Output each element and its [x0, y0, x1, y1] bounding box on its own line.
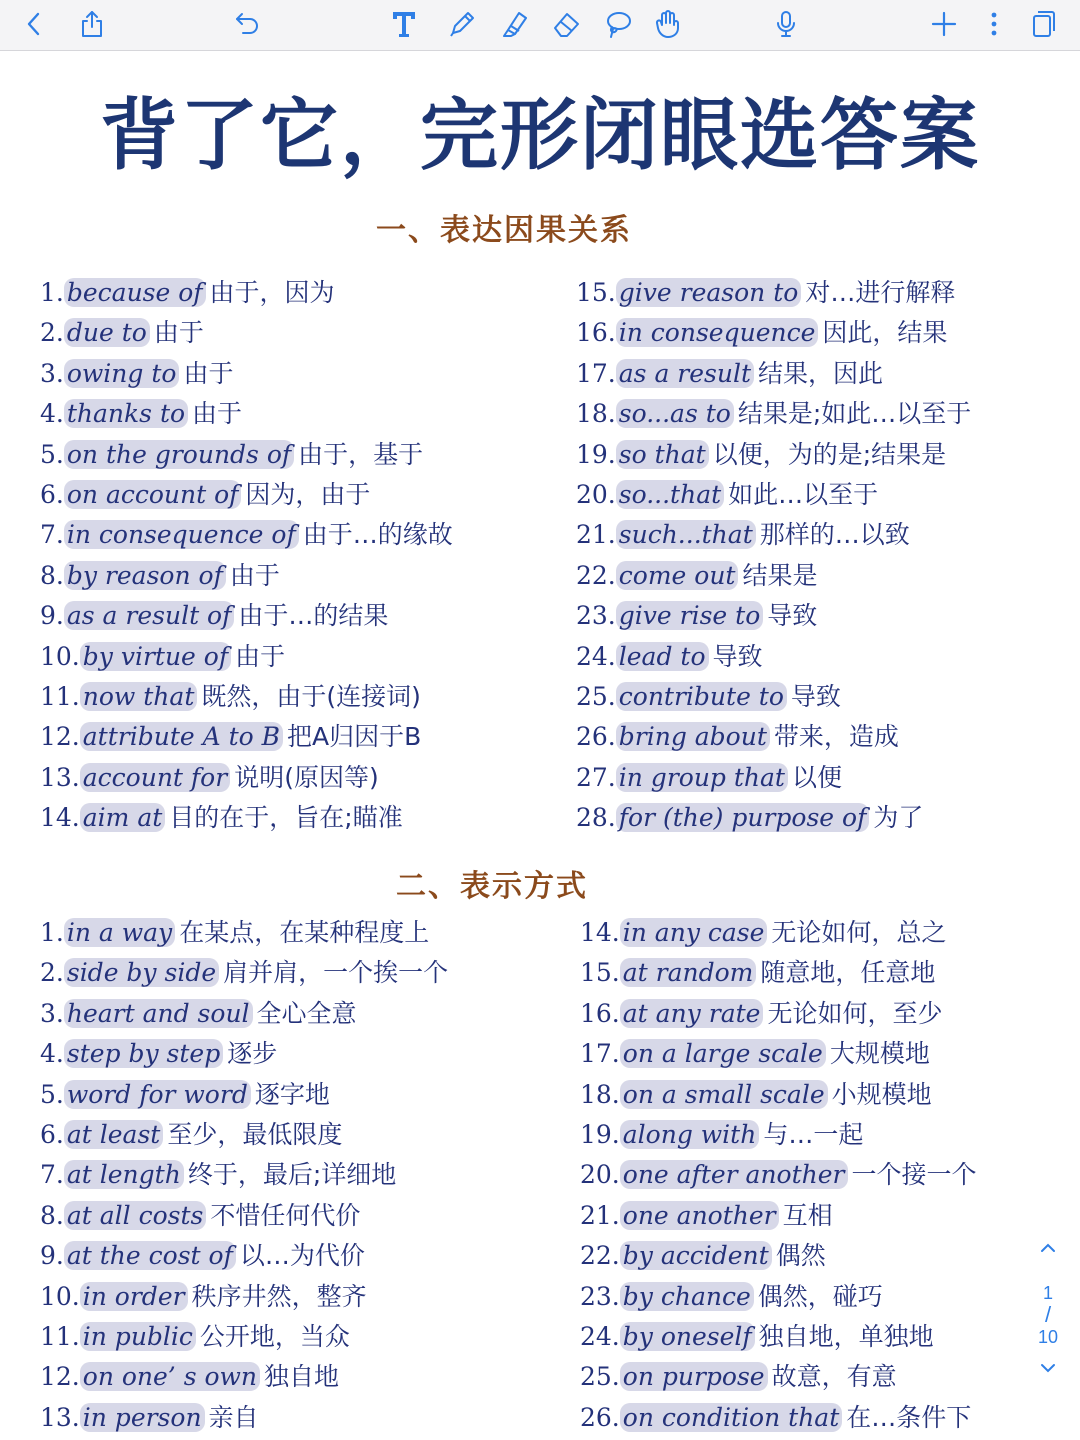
english-phrase: on account of	[64, 480, 242, 509]
chinese-meaning: 由于	[153, 318, 204, 348]
phrase-item	[580, 1196, 977, 1236]
english-phrase: attribute A to B	[80, 722, 283, 751]
english-phrase: by oneself	[620, 1322, 755, 1351]
phrase-item	[580, 1398, 977, 1438]
phrase-item	[40, 677, 453, 717]
english-phrase: on purpose	[620, 1362, 768, 1391]
chinese-meaning: 一个接一个	[851, 1160, 977, 1190]
english-phrase: word for word	[64, 1080, 251, 1109]
chinese-meaning: 为了	[873, 803, 924, 833]
item-number: 4.	[40, 1039, 64, 1069]
item-number: 21.	[576, 520, 616, 550]
phrase-item	[580, 1115, 977, 1155]
phrase-item	[40, 953, 448, 993]
english-phrase: on the grounds of	[64, 440, 294, 469]
item-number: 25.	[576, 681, 616, 711]
chinese-meaning: 对…进行解释	[805, 278, 956, 307]
phrase-item	[40, 1236, 448, 1276]
english-phrase: as a result	[616, 359, 754, 388]
phrase-item	[576, 273, 971, 313]
add-icon[interactable]	[924, 6, 964, 42]
chinese-meaning: 结果，因此	[758, 358, 884, 388]
section-heading-cause: 一、表达因果关系	[376, 213, 632, 248]
chinese-meaning: 大规模地	[829, 1039, 930, 1069]
phrase-item	[40, 1075, 448, 1115]
english-phrase: by accident	[620, 1241, 772, 1270]
chinese-meaning: 结果是;如此…以至于	[737, 399, 972, 429]
chinese-meaning: 在…条件下	[846, 1402, 972, 1432]
chinese-meaning: 导致	[767, 601, 818, 631]
item-number: 12.	[40, 722, 80, 752]
more-icon[interactable]	[974, 6, 1014, 42]
item-number: 6.	[40, 1119, 64, 1149]
english-phrase: so that	[616, 440, 709, 469]
english-phrase: for (the) purpose of	[616, 803, 870, 832]
phrase-item	[40, 313, 453, 353]
chinese-meaning: 公开地，当众	[199, 1321, 350, 1351]
english-phrase: by virtue of	[80, 642, 231, 671]
english-phrase: owing to	[64, 359, 180, 388]
item-number: 11.	[40, 1321, 80, 1351]
english-phrase: on a small scale	[620, 1080, 828, 1109]
item-number: 28.	[576, 803, 616, 833]
phrase-item	[40, 1357, 448, 1397]
hand-icon[interactable]	[648, 6, 688, 42]
item-number: 26.	[580, 1402, 620, 1432]
english-phrase: aim at	[80, 803, 166, 832]
item-number: 2.	[40, 318, 64, 348]
phrase-item	[40, 273, 453, 313]
phrase-item	[576, 556, 971, 596]
chinese-meaning: 因此，结果	[822, 318, 948, 348]
chinese-meaning: 以便，为的是;结果是	[712, 439, 947, 469]
chinese-meaning: 如此…以至于	[728, 479, 879, 509]
item-number: 26.	[576, 722, 616, 752]
phrase-item	[580, 1277, 977, 1317]
english-phrase: at all costs	[64, 1201, 207, 1230]
english-phrase: bring about	[616, 722, 770, 751]
manner-list-left	[40, 913, 448, 1438]
phrase-item	[576, 637, 971, 677]
chevron-up-icon[interactable]	[1038, 1238, 1058, 1258]
item-number: 2.	[40, 958, 64, 988]
english-phrase: lead to	[616, 642, 709, 671]
pen-icon[interactable]	[442, 6, 482, 42]
english-phrase: as a result of	[64, 601, 235, 630]
toolbar	[0, 0, 1080, 51]
item-number: 23.	[576, 601, 616, 631]
item-number: 24.	[576, 641, 616, 671]
phrase-item	[40, 637, 453, 677]
english-phrase: at random	[620, 958, 757, 987]
item-number: 20.	[580, 1160, 620, 1190]
item-number: 10.	[40, 1281, 80, 1311]
pages-icon[interactable]	[1024, 6, 1064, 42]
english-phrase: at any rate	[620, 999, 764, 1028]
phrase-item	[40, 1034, 448, 1074]
microphone-icon[interactable]	[766, 6, 806, 42]
item-number: 27.	[576, 762, 616, 792]
chinese-meaning: 由于	[229, 560, 280, 590]
english-phrase: now that	[80, 682, 198, 711]
chinese-meaning: 带来，造成	[773, 722, 899, 752]
phrase-item	[40, 1277, 448, 1317]
current-page: 1	[1042, 1283, 1053, 1303]
phrase-item	[40, 475, 453, 515]
item-number: 5.	[40, 1079, 64, 1109]
phrase-item	[576, 758, 971, 798]
item-number: 5.	[40, 439, 64, 469]
chinese-meaning: 随意地，任意地	[760, 958, 936, 988]
phrase-item	[576, 394, 971, 434]
item-number: 18.	[576, 399, 616, 429]
chinese-meaning: 由于	[235, 641, 286, 671]
english-phrase: in consequence of	[64, 520, 299, 549]
note-page	[0, 51, 1080, 1440]
item-number: 17.	[576, 358, 616, 388]
chinese-meaning: 结果是	[742, 560, 818, 590]
chinese-meaning: 那样的…以致	[759, 520, 910, 550]
chinese-meaning: 把A归因于B	[287, 722, 422, 752]
english-phrase: in person	[80, 1403, 205, 1432]
lasso-icon[interactable]	[598, 6, 638, 42]
phrase-item	[40, 354, 453, 394]
item-number: 14.	[580, 918, 620, 947]
undo-icon[interactable]	[228, 6, 268, 42]
phrase-item	[576, 717, 971, 757]
cause-list-left	[40, 273, 453, 838]
item-number: 19.	[580, 1119, 620, 1149]
chinese-meaning: 由于	[183, 358, 234, 388]
item-number: 10.	[40, 641, 80, 671]
english-phrase: contribute to	[616, 682, 787, 711]
section-heading-manner: 二、表示方式	[396, 869, 588, 904]
item-number: 16.	[576, 318, 616, 348]
item-number: 12.	[40, 1362, 80, 1392]
page-separator: /	[1044, 1302, 1052, 1327]
chinese-meaning: 因为，由于	[245, 479, 371, 509]
english-phrase: by chance	[620, 1282, 754, 1311]
phrase-item	[40, 515, 453, 555]
chinese-meaning: 终于，最后;详细地	[187, 1160, 397, 1190]
phrase-item	[40, 596, 453, 636]
phrase-item	[40, 394, 453, 434]
chinese-meaning: 说明(原因等)	[234, 762, 379, 792]
phrase-item	[40, 717, 453, 757]
chinese-meaning: 在某点，在某种程度上	[179, 918, 430, 947]
chinese-meaning: 秩序井然，整齐	[191, 1281, 367, 1311]
english-phrase: at the cost of	[64, 1241, 236, 1270]
item-number: 17.	[580, 1039, 620, 1069]
phrase-item	[580, 1034, 977, 1074]
phrase-item	[580, 953, 977, 993]
item-number: 24.	[580, 1321, 620, 1351]
phrase-item	[576, 515, 971, 555]
item-number: 3.	[40, 358, 64, 388]
item-number: 6.	[40, 479, 64, 509]
item-number: 8.	[40, 560, 64, 590]
chinese-meaning: 全心全意	[256, 998, 357, 1028]
english-phrase: come out	[616, 561, 739, 590]
item-number: 14.	[40, 803, 80, 833]
cause-list-right	[576, 273, 971, 838]
chinese-meaning: 独自地	[264, 1362, 340, 1392]
phrase-item	[40, 1196, 448, 1236]
phrase-item	[40, 1115, 448, 1155]
item-number: 23.	[580, 1281, 620, 1311]
english-phrase: in consequence	[616, 318, 819, 347]
chinese-meaning: 独自地，单独地	[758, 1321, 934, 1351]
item-number: 7.	[40, 1160, 64, 1190]
phrase-item	[580, 1317, 977, 1357]
share-icon[interactable]	[72, 6, 112, 42]
english-phrase: give reason to	[616, 278, 802, 307]
english-phrase: at least	[64, 1120, 163, 1149]
item-number: 4.	[40, 399, 64, 429]
chinese-meaning: 偶然，碰巧	[757, 1281, 883, 1311]
chinese-meaning: 与…一起	[763, 1119, 864, 1149]
item-number: 9.	[40, 1241, 64, 1271]
english-phrase: so...that	[616, 480, 724, 509]
phrase-item	[576, 596, 971, 636]
chinese-meaning: 至少，最低限度	[167, 1119, 343, 1149]
chinese-meaning: 以…为代价	[239, 1241, 365, 1271]
english-phrase: in public	[80, 1322, 196, 1351]
chinese-meaning: 互相	[782, 1200, 833, 1230]
english-phrase: account for	[80, 763, 230, 792]
phrase-item	[576, 677, 971, 717]
english-phrase: so...as to	[616, 399, 734, 428]
item-number: 3.	[40, 998, 64, 1028]
english-phrase: thanks to	[64, 399, 188, 428]
chevron-down-icon[interactable]	[1038, 1358, 1058, 1378]
item-number: 1.	[40, 278, 64, 307]
phrase-item	[576, 354, 971, 394]
english-phrase: in group that	[616, 763, 788, 792]
english-phrase: because of	[64, 278, 206, 307]
chinese-meaning: 无论如何，至少	[767, 998, 943, 1028]
chinese-meaning: 亲自	[208, 1402, 259, 1432]
item-number: 20.	[576, 479, 616, 509]
chinese-meaning: 由于	[192, 399, 243, 429]
phrase-item	[580, 1155, 977, 1195]
item-number: 21.	[580, 1200, 620, 1230]
english-phrase: in order	[80, 1282, 188, 1311]
item-number: 22.	[576, 560, 616, 590]
chinese-meaning: 由于…的结果	[238, 601, 389, 631]
back-chevron-icon[interactable]	[14, 6, 54, 42]
item-number: 11.	[40, 681, 80, 711]
item-number: 1.	[40, 918, 64, 947]
chinese-meaning: 由于，因为	[209, 278, 335, 307]
chinese-meaning: 偶然	[775, 1241, 826, 1271]
english-phrase: step by step	[64, 1039, 223, 1068]
english-phrase: at length	[64, 1160, 184, 1189]
phrase-item	[576, 435, 971, 475]
english-phrase: in a way	[64, 918, 175, 947]
chinese-meaning: 小规模地	[831, 1079, 932, 1109]
english-phrase: due to	[64, 318, 150, 347]
manner-list-right	[580, 913, 977, 1438]
chinese-meaning: 故意，有意	[771, 1362, 897, 1392]
page-indicator	[1028, 1238, 1068, 1398]
item-number: 16.	[580, 998, 620, 1028]
chinese-meaning: 由于，基于	[298, 439, 424, 469]
chinese-meaning: 以便	[791, 762, 842, 792]
english-phrase: side by side	[64, 958, 219, 987]
english-phrase: one after another	[620, 1160, 848, 1189]
english-phrase: on one’ s own	[80, 1362, 260, 1391]
english-phrase: heart and soul	[64, 999, 253, 1028]
english-phrase: on condition that	[620, 1403, 843, 1432]
phrase-item	[40, 798, 453, 838]
item-number: 18.	[580, 1079, 620, 1109]
phrase-item	[580, 994, 977, 1034]
chinese-meaning: 肩并肩，一个挨一个	[223, 958, 449, 988]
phrase-item	[40, 1398, 448, 1438]
chinese-meaning: 导致	[712, 641, 763, 671]
english-phrase: one another	[620, 1201, 779, 1230]
item-number: 8.	[40, 1200, 64, 1230]
item-number: 19.	[576, 439, 616, 469]
phrase-item	[40, 994, 448, 1034]
chinese-meaning: 目的在于，旨在;瞄准	[169, 803, 403, 833]
item-number: 22.	[580, 1241, 620, 1271]
chinese-meaning: 无论如何，总之	[771, 918, 947, 947]
phrase-item	[580, 1236, 977, 1276]
phrase-item	[580, 913, 977, 953]
phrase-item	[576, 475, 971, 515]
phrase-item	[576, 313, 971, 353]
chinese-meaning: 逐步	[227, 1039, 278, 1069]
phrase-item	[580, 1075, 977, 1115]
phrase-item	[40, 435, 453, 475]
phrase-item	[40, 556, 453, 596]
chinese-meaning: 不惜任何代价	[210, 1200, 361, 1230]
eraser-icon[interactable]	[546, 6, 586, 42]
phrase-item	[580, 1357, 977, 1397]
total-pages: 10	[1037, 1327, 1059, 1347]
english-phrase: give rise to	[616, 601, 763, 630]
item-number: 7.	[40, 520, 64, 550]
chinese-meaning: 由于…的缘故	[302, 520, 453, 550]
highlighter-icon[interactable]	[494, 6, 534, 42]
english-phrase: on a large scale	[620, 1039, 826, 1068]
item-number: 13.	[40, 762, 80, 792]
phrase-item	[40, 1155, 448, 1195]
chinese-meaning: 既然，由于(连接词)	[201, 681, 421, 711]
phrase-item	[40, 913, 448, 953]
phrase-item	[40, 1317, 448, 1357]
english-phrase: by reason of	[64, 561, 226, 590]
english-phrase: along with	[620, 1120, 760, 1149]
page-title: 背了它，完形闭眼选答案	[99, 91, 980, 181]
english-phrase: in any case	[620, 918, 768, 947]
phrase-item	[40, 758, 453, 798]
item-number: 9.	[40, 601, 64, 631]
item-number: 13.	[40, 1402, 80, 1432]
item-number: 25.	[580, 1362, 620, 1392]
phrase-item	[576, 798, 971, 838]
item-number: 15.	[580, 958, 620, 988]
english-phrase: such...that	[616, 520, 756, 549]
text-tool-icon[interactable]	[384, 6, 424, 42]
item-number: 15.	[576, 278, 616, 307]
chinese-meaning: 逐字地	[254, 1079, 330, 1109]
chinese-meaning: 导致	[790, 681, 841, 711]
